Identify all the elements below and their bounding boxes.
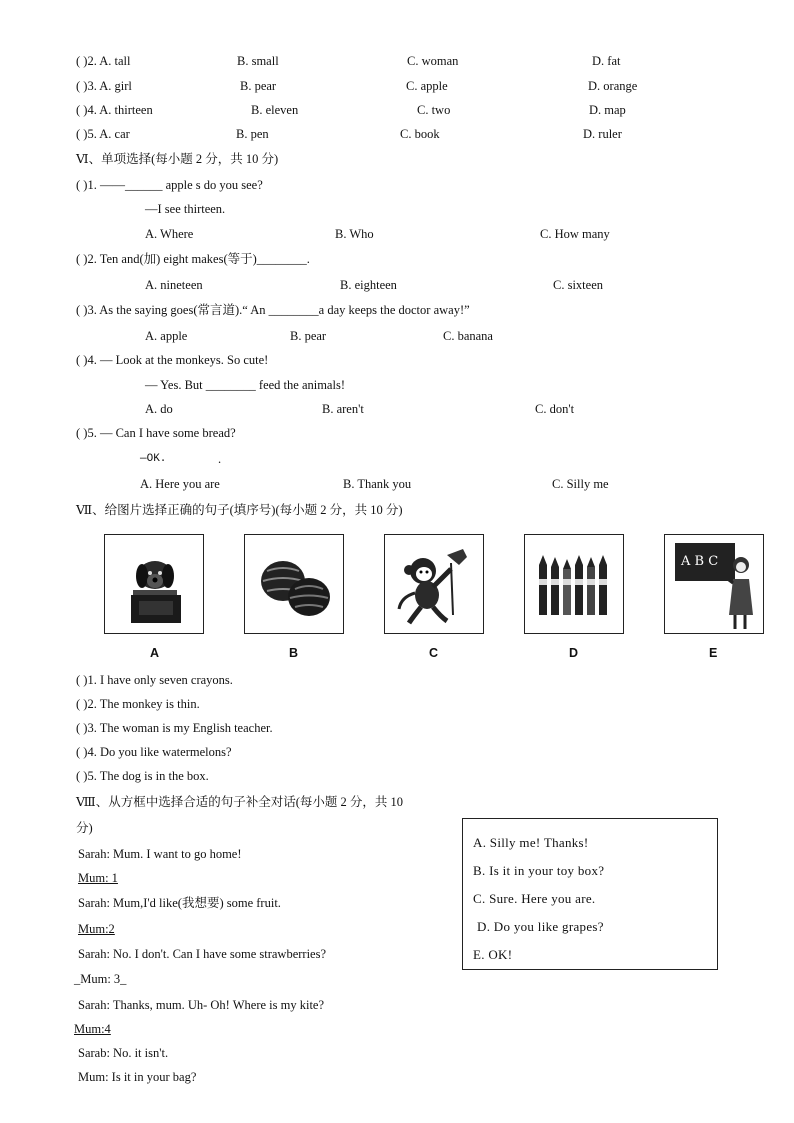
question-6-2: ( )2. Ten and(加) eight makes(等于)________. (76, 252, 310, 266)
option-b: B. small (237, 54, 279, 68)
board-letters: A B C (681, 554, 719, 569)
option-a: A. Where (145, 227, 194, 241)
picture-b-watermelons (244, 534, 344, 634)
sentence-7-4: ( )4. Do you like watermelons? (76, 745, 232, 759)
option-d: D. Do you like grapes? (477, 919, 604, 934)
dialog-line-8: Mum:4 (74, 1022, 111, 1036)
question-6-5: ( )5. — Can I have some bread? (76, 426, 236, 440)
option-c: C. sixteen (553, 278, 603, 292)
option-d: D. fat (592, 54, 621, 68)
dialog-line-2: Mum: 1 (78, 871, 118, 885)
question-6-4: ( )4. — Look at the monkeys. So cute! (76, 353, 269, 367)
dialog-line-6: _Mum: 3_ (74, 972, 127, 986)
question-number: ( )2. A. tall (76, 54, 131, 68)
question-6-4-response: — Yes. But ________ feed the animals! (145, 378, 345, 392)
picture-c-monkey (384, 534, 484, 634)
option-c: C. book (400, 127, 440, 141)
option-b: B. pear (290, 329, 327, 343)
options-box (462, 818, 718, 970)
option-b: B. Is it in your toy box? (473, 863, 605, 878)
section-heading-7: Ⅶ、给图片选择正确的句子(填序号)(每小题 2 分，共 10 分) (76, 503, 403, 517)
sentence-7-5: ( )5. The dog is in the box. (76, 769, 209, 783)
option-c: C. two (417, 103, 451, 117)
picture-label-c: C (429, 646, 439, 660)
option-a: A. nineteen (145, 278, 203, 292)
option-c: C. apple (406, 79, 448, 93)
sentence-7-3: ( )3. The woman is my English teacher. (76, 721, 273, 735)
question-number: ( )3. A. girl (76, 79, 132, 93)
dialog-line-5: Sarah: No. I don't. Can I have some strawberries? (78, 947, 327, 961)
option-a: A. Silly me! Thanks! (473, 835, 589, 850)
option-a: A. apple (145, 329, 188, 343)
option-b: B. pen (236, 127, 269, 141)
dialog-line-1: Sarah: Mum. I want to go home! (78, 847, 242, 861)
question-6-5-blank: . (218, 452, 222, 466)
option-e: E. OK! (473, 947, 513, 962)
option-c: C. Sure. Here you are. (473, 891, 596, 906)
picture-label-e: E (709, 646, 718, 660)
sentence-7-1: ( )1. I have only seven crayons. (76, 673, 233, 687)
question-number: ( )4. A. thirteen (76, 103, 153, 117)
dialog-line-9: Sarab: No. it isn't. (78, 1046, 169, 1060)
dialog-line-10: Mum: Is it in your bag? (78, 1070, 197, 1084)
sentence-7-2: ( )2. The monkey is thin. (76, 697, 200, 711)
option-b: B. aren't (322, 402, 364, 416)
option-c: C. Silly me (552, 477, 609, 491)
option-c: C. don't (535, 402, 575, 416)
question-number: ( )5. A. car (76, 127, 130, 141)
dialog-line-4: Mum:2 (78, 922, 115, 936)
question-6-3: ( )3. As the saying goes(常言道).“ An ________a day keeps the doctor away!” (76, 303, 470, 317)
section-heading-6: Ⅵ、单项选择(每小题 2 分，共 10 分) (76, 152, 279, 166)
option-c: C. banana (443, 329, 493, 343)
dialog-line-7: Sarah: Thanks, mum. Uh- Oh! Where is my kite? (78, 998, 325, 1012)
picture-a-dog-in-box (104, 534, 204, 634)
option-a: A. Here you are (140, 477, 220, 491)
section-heading-8-cont: 分) (76, 821, 93, 835)
picture-e-teacher-at-board (664, 534, 764, 634)
picture-d-crayons (524, 534, 624, 634)
section-heading-8: Ⅷ、从方框中选择合适的句子补全对话(每小题 2 分，共 10 (76, 795, 403, 809)
option-c: C. How many (540, 227, 610, 241)
option-a: A. do (145, 402, 173, 416)
option-b: B. Who (335, 227, 374, 241)
option-b: B. Thank you (343, 477, 412, 491)
option-d: D. map (589, 103, 626, 117)
picture-label-d: D (569, 646, 579, 660)
option-b: B. eleven (251, 103, 299, 117)
question-6-5-response: —OK. (140, 453, 167, 465)
option-c: C. woman (407, 54, 459, 68)
question-6-1: ( )1. ——______ apple s do you see? (76, 178, 263, 192)
option-b: B. pear (240, 79, 277, 93)
picture-label-b: B (289, 646, 299, 660)
question-6-1-response: —I see thirteen. (145, 202, 226, 216)
picture-label-a: A (150, 646, 160, 660)
option-d: D. ruler (583, 127, 622, 141)
option-b: B. eighteen (340, 278, 397, 292)
dialog-line-3: Sarah: Mum,I'd like(我想要) some fruit. (78, 896, 281, 910)
option-d: D. orange (588, 79, 638, 93)
